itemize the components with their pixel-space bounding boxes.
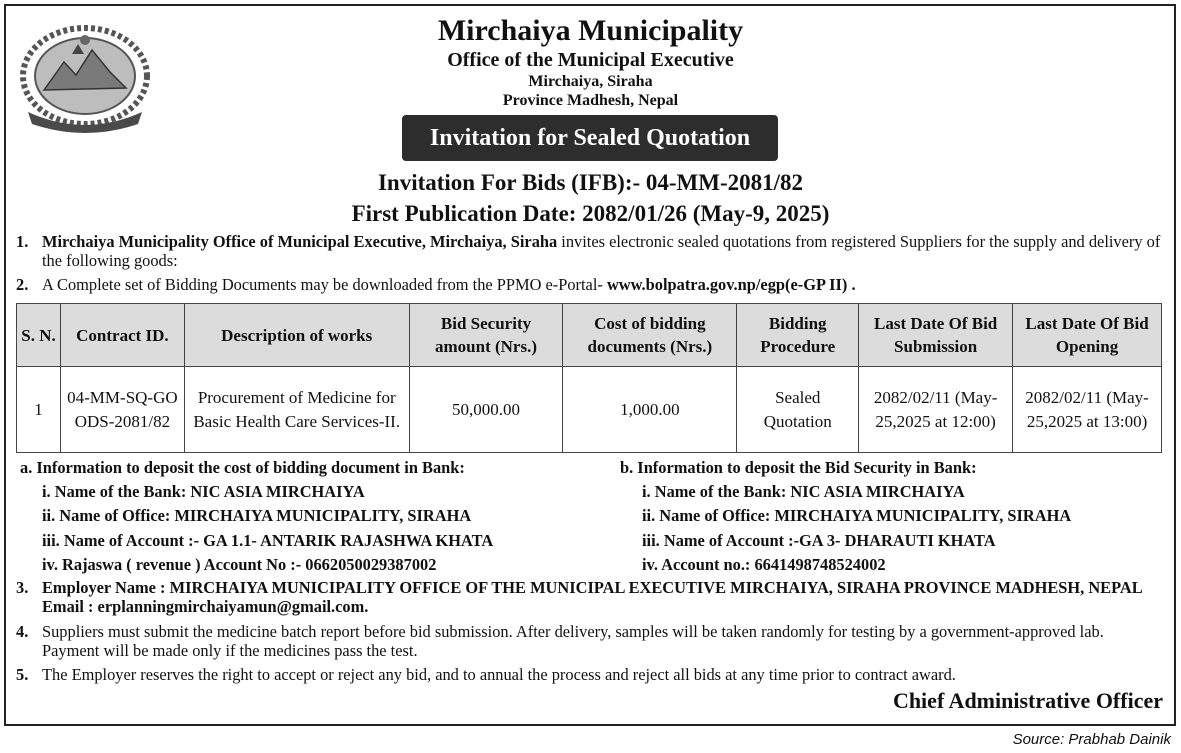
notice-banner: Invitation for Sealed Quotation <box>402 115 778 161</box>
address-line-1: Mirchaiya, Siraha <box>528 73 653 90</box>
cell-cost: 1,000.00 <box>563 367 737 453</box>
bank-info-item: iv. Rajaswa ( revenue ) Account No :- 0662050029387002 <box>42 554 437 574</box>
paragraph-number: 2. <box>16 275 29 294</box>
paragraph-number: 1. <box>16 232 29 251</box>
office-name: Office of the Municipal Executive <box>447 49 734 71</box>
column-header: Description of works <box>184 304 409 367</box>
issuer-text: Mirchaiya Municipality Office of Municipal Executive, Mirchaiya, Siraha <box>42 232 558 251</box>
column-header: Cost of bidding documents (Nrs.) <box>563 304 737 367</box>
bank-info-item: i. Name of the Bank: NIC ASIA MIRCHAIYA <box>642 482 965 502</box>
column-header: Last Date Of Bid Opening <box>1013 304 1162 367</box>
paragraph-number: 3. <box>16 578 29 597</box>
cell-sn: 1 <box>17 367 61 453</box>
paragraph-number: 4. <box>16 622 29 641</box>
column-header: Bidding Procedure <box>737 304 859 367</box>
paragraph-5 <box>16 665 1164 684</box>
signoff: Chief Administrative Officer <box>892 688 1163 713</box>
bank-info-item: ii. Name of Office: MIRCHAIYA MUNICIPALITY, SIRAHA <box>42 506 472 526</box>
bank-info-a <box>20 456 610 577</box>
portal-link[interactable]: www.bolpatra.gov.np/egp(e-GP II) . <box>606 275 856 294</box>
paragraph-number: 5. <box>16 665 29 684</box>
municipality-name: Mirchaiya Municipality <box>437 14 744 47</box>
column-header: Bid Security amount (Nrs.) <box>409 304 563 367</box>
employer-email[interactable]: erplanningmirchaiyamun@gmail.com. <box>97 597 369 616</box>
bank-info-item: iv. Account no.: 6641498748524002 <box>642 554 886 574</box>
bank-info-item: iii. Name of Account :-GA 3- DHARAUTI KHATA <box>642 530 996 550</box>
paragraph-3 <box>16 578 1164 616</box>
column-header: S. N. <box>17 304 61 367</box>
bank-info-item: iii. Name of Account :- GA 1.1- ANTARIK RAJASHWA KHATA <box>42 530 494 550</box>
paragraph-text: Suppliers must submit the medicine batch report before bid submission. After delivery, samples will be taken randomly for testing by a government-approved lab. Payment will be made only if the medicines pass the test. <box>42 622 1104 660</box>
bank-info-item: i. Name of the Bank: NIC ASIA MIRCHAIYA <box>42 482 365 502</box>
ifb-number: Invitation For Bids (IFB):- 04-MM-2081/82 <box>377 170 804 195</box>
table-header-row <box>17 304 1162 367</box>
bank-info-b <box>620 456 1170 577</box>
paragraph-2 <box>16 275 1164 294</box>
paragraph-4 <box>16 622 1164 660</box>
cell-opening-date: 2082/02/11 (May-25,2025 at 13:00) <box>1013 367 1162 453</box>
paragraph-text: The Employer reserves the right to accept or reject any bid, and to annual the process and reject all bids at any time prior to contract award. <box>42 665 956 684</box>
letterhead <box>0 14 1181 110</box>
bids-table <box>16 303 1162 453</box>
cell-contract-id: 04-MM-SQ-GOODS-2081/82 <box>60 367 184 453</box>
cell-bid-security: 50,000.00 <box>409 367 563 453</box>
column-header: Last Date Of Bid Submission <box>859 304 1013 367</box>
publication-date: First Publication Date: 2082/01/26 (May-9, 2025) <box>351 201 830 226</box>
bank-info-item: ii. Name of Office: MIRCHAIYA MUNICIPALITY, SIRAHA <box>642 506 1072 526</box>
column-header: Contract ID. <box>60 304 184 367</box>
paragraph-text: invites electronic sealed quotations from registered Suppliers for the supply and delivery of the following goods: <box>42 232 1161 270</box>
ifb-block <box>0 167 1181 229</box>
address-line-2: Province Madhesh, Nepal <box>502 92 679 109</box>
cell-description: Procurement of Medicine for Basic Health Care Services-II. <box>184 367 409 453</box>
bank-info-title: b. Information to deposit the Bid Security in Bank: <box>620 458 977 477</box>
source-credit: Source: Prabhab Dainik <box>1012 731 1171 748</box>
paragraph-1 <box>16 232 1164 270</box>
cell-procedure: Sealed Quotation <box>737 367 859 453</box>
cell-submission-date: 2082/02/11 (May-25,2025 at 12:00) <box>859 367 1013 453</box>
paragraph-text: A Complete set of Bidding Documents may be downloaded from the PPMO e-Portal- <box>42 275 607 294</box>
bank-info-title: a. Information to deposit the cost of bidding document in Bank: <box>20 458 465 477</box>
employer-text: Employer Name : MIRCHAIYA MUNICIPALITY OFFICE OF THE MUNICIPAL EXECUTIVE MIRCHAIYA, SIRAHA PROVINCE MADHESH, NEPAL Email : <box>42 578 1142 616</box>
table-row <box>17 367 1162 453</box>
